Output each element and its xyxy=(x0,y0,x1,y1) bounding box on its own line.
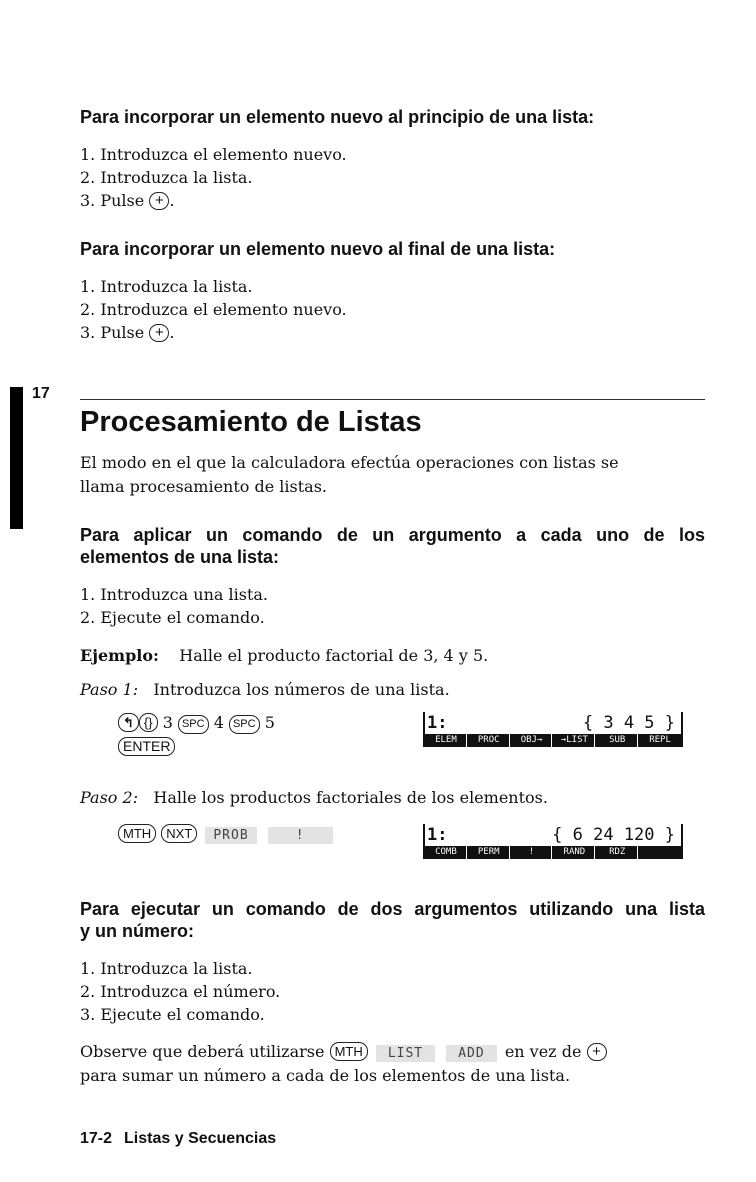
menu-key: OBJ→ xyxy=(512,734,553,747)
list-item: 2. Introduzca el número. xyxy=(80,982,281,1001)
menu-key: PERM xyxy=(469,846,510,859)
menu-key: RDZ xyxy=(597,846,638,859)
spc-key: SPC xyxy=(229,715,260,734)
menu-key: COMB xyxy=(426,846,467,859)
list-item: 2. Introduzca el elemento nuevo. xyxy=(80,300,347,319)
lcd-display-step-2 xyxy=(423,824,683,859)
menu-bar xyxy=(425,734,681,747)
list-item: 1. Introduzca una lista. xyxy=(80,585,268,604)
add-softkey: ADD xyxy=(446,1045,496,1062)
section-divider xyxy=(80,399,705,400)
list-item: 3. Pulse + . xyxy=(80,191,175,210)
list-item: 1. Introduzca la lista. xyxy=(80,959,253,978)
section-title: Procesamiento de Listas xyxy=(80,406,422,438)
chapter-thumb-tab xyxy=(10,387,23,529)
list-item: 3. Ejecute el comando. xyxy=(80,1005,265,1024)
menu-key: PROC xyxy=(469,734,510,747)
lcd-display-step-1 xyxy=(423,712,683,747)
list-item: 2. Introduzca la lista. xyxy=(80,168,253,187)
heading-one-arg-line-2: elementos de una lista: xyxy=(80,547,280,567)
list-item: 2. Ejecute el comando. xyxy=(80,608,265,627)
stack-value: { 3 4 5 } xyxy=(582,713,675,733)
menu-key: SUB xyxy=(597,734,638,747)
step-2-keys xyxy=(118,822,336,846)
spc-key: SPC xyxy=(178,715,209,734)
menu-key: ! xyxy=(512,846,553,859)
list-item: 3. Pulse + . xyxy=(80,323,175,342)
left-shift-key: ↰ xyxy=(118,713,139,732)
prob-softkey: PROB xyxy=(205,827,256,844)
page-number: 17-2 xyxy=(80,1130,113,1147)
step-1-keys: ↰ {} 3 SPC 4 SPC 5 xyxy=(118,711,275,735)
menu-bar xyxy=(425,846,681,859)
example-line: Ejemplo: Halle el producto factorial de 3, 4 y 5. xyxy=(80,646,489,665)
intro-line-1: El modo en el que la calculadora efectúa operaciones con listas se xyxy=(80,453,619,472)
chapter-name: Listas y Secuencias xyxy=(124,1130,277,1147)
step-2-line: Paso 2: Halle los productos factoriales de los elementos. xyxy=(80,788,548,807)
step-1-line: Paso 1: Introduzca los números de una lista. xyxy=(80,680,450,699)
braces-key: {} xyxy=(139,713,158,732)
mth-key: MTH xyxy=(118,824,156,843)
menu-key: ELEM xyxy=(426,734,467,747)
stack-level: 1: xyxy=(427,825,448,845)
list-item: 1. Introduzca el elemento nuevo. xyxy=(80,145,347,164)
heading-add-start: Para incorporar un elemento nuevo al principio de una lista: xyxy=(80,107,595,127)
enter-key-row xyxy=(118,737,175,756)
menu-key: →LIST xyxy=(554,734,595,747)
chapter-number: 17 xyxy=(32,385,50,402)
nxt-key: NXT xyxy=(161,824,197,843)
menu-key: REPL xyxy=(640,734,680,747)
intro-line-2: llama procesamiento de listas. xyxy=(80,477,327,496)
factorial-softkey: ! xyxy=(268,827,333,844)
page-footer xyxy=(80,1130,276,1148)
heading-add-end: Para incorporar un elemento nuevo al final de una lista: xyxy=(80,239,556,259)
note-line-1: Observe que deberá utilizarse MTH LIST ADD en vez de + xyxy=(80,1040,607,1064)
heading-one-arg-line-1: Para aplicar un comando de un argumento a cada uno de los xyxy=(80,525,705,545)
plus-key: + xyxy=(149,324,169,342)
mth-key: MTH xyxy=(330,1042,368,1061)
enter-key: ENTER xyxy=(118,737,175,756)
menu-key xyxy=(640,846,680,859)
plus-key: + xyxy=(149,192,169,210)
heading-two-arg-line-1: Para ejecutar un comando de dos argumentos utilizando una lista xyxy=(80,899,705,919)
heading-two-arg-line-2: y un número: xyxy=(80,921,195,941)
note-line-2: para sumar un número a cada de los elementos de una lista. xyxy=(80,1066,571,1085)
stack-value: { 6 24 120 } xyxy=(552,825,675,845)
list-softkey: LIST xyxy=(376,1045,435,1062)
plus-key: + xyxy=(587,1043,607,1061)
menu-key: RAND xyxy=(554,846,595,859)
stack-level: 1: xyxy=(427,713,448,733)
list-item: 1. Introduzca la lista. xyxy=(80,277,253,296)
